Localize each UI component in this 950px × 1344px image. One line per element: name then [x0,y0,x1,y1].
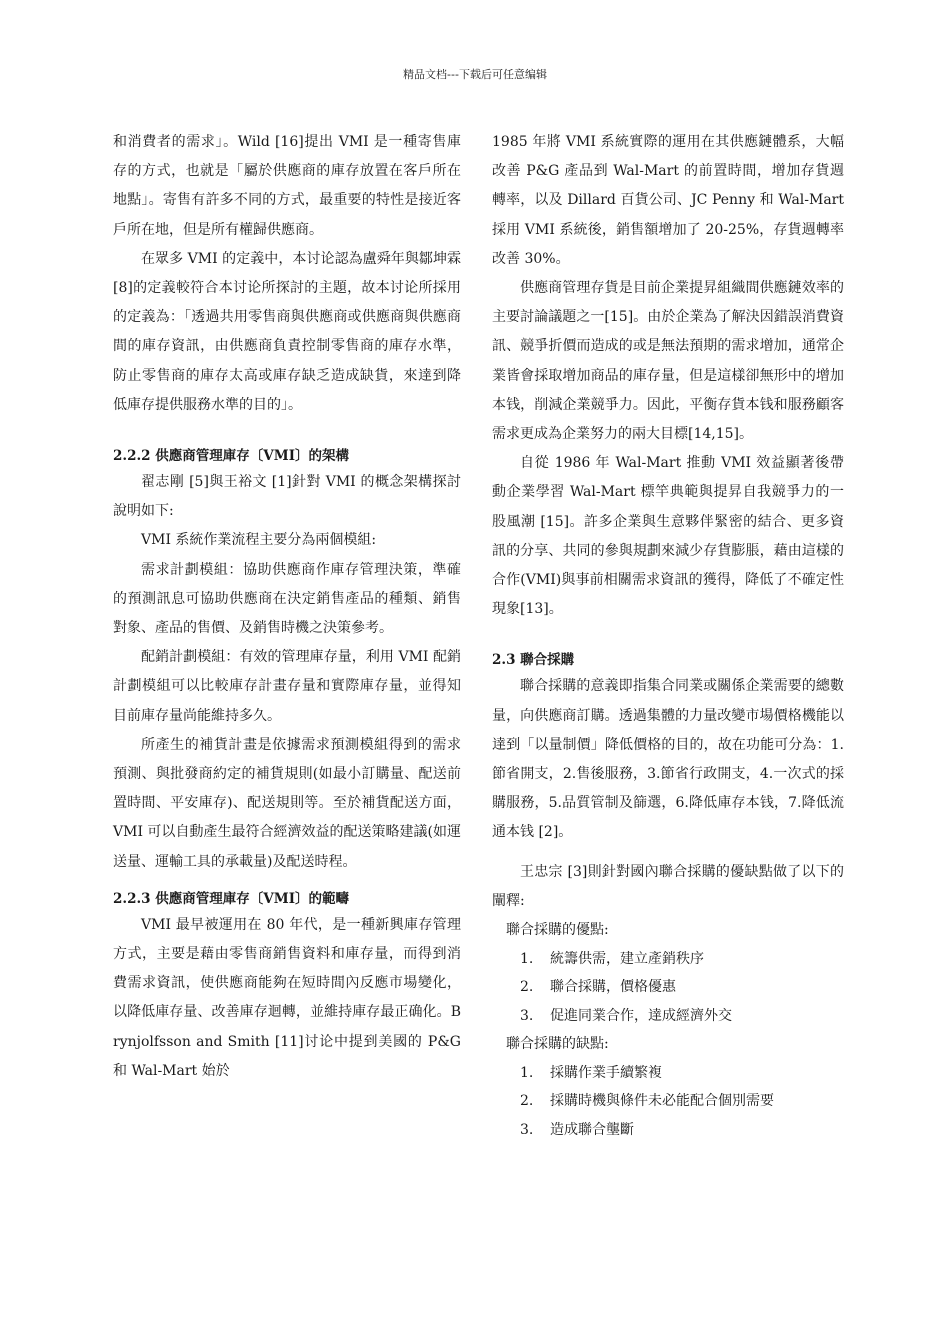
paragraph: VMI 最早被運用在 80 年代，是一種新興庫存管理方式，主要是藉由零售商銷售資料和庫存量，而得到消費需求資訊，使供應商能夠在短時間內反應市場變化，以降低庫存量、改善庫存迴轉，並維持庫存最正确化。Brynjolfsson and Smith [11]讨论中提到美國的 P&G 和 Wal-Mart 始於 [113,916,461,1079]
right-column [492,128,844,1144]
left-column [113,128,461,1086]
list-item: 2. 採購時機與條件未必能配合個別需要 [520,1093,774,1110]
paragraph: VMI 系統作業流程主要分為兩個模組: [141,532,377,549]
list-item: 3. 促進同業合作，達成經濟外交 [520,1007,732,1024]
paragraph: 翟志剛 [5]與王裕文 [1]針對 VMI 的概念架構探討說明如下: [113,474,461,520]
paragraph: 配銷計劃模組：有效的管理庫存量，利用 VMI 配銷計劃模組可以比較庫存計畫存量和實際庫存量，並得知目前庫存量尚能維持多久。 [113,649,461,724]
advantages-list [492,945,844,1031]
list-item: 1. 採購作業手續繁複 [520,1064,662,1081]
section-heading-2-3: 2.3 聯合採購 [492,652,575,669]
paragraph: 需求計劃模組：協助供應商作庫存管理決策，準確的預測訊息可協助供應商在決定銷售產品的種類、銷售對象、產品的售價、及銷售時機之決策參考。 [113,561,461,637]
paragraph: 供應商管理存貨是目前企業提昇組織間供應鏈效率的主要討論議題之一[15]。由於企業為了解決因錯誤消費資訊、競爭折價而造成的或是無法預期的需求增加，通常企業皆會採取增加商品的庫存量，但是這樣卻無形中的增加本钱，削減企業競爭力。因此，平衡存貨本钱和服務顧客需求更成為企業努力的兩大目標[14,15]。 [492,280,844,443]
advantages-title: 聯合採購的優點: [506,922,609,939]
list-item: 1. 統籌供需，建立產銷秩序 [520,950,704,967]
paragraph: 和消費者的需求」。Wild [16]提出 VMI 是一種寄售庫存的方式，也就是「屬於供應商的庫存放置在客戶所在地點」。寄售有許多不同的方式，最重要的特性是接近客戶所在地，但是所有權歸供應商。 [113,134,461,238]
section-heading-2-2-3: 2.2.3 供應商管理庫存〔VMI〕的範疇 [113,890,350,907]
page-header: 精品文档---下载后可任意编辑 [403,68,547,81]
list-item: 3. 造成聯合壟斷 [520,1121,634,1138]
paragraph: 王忠宗 [3]則針對國內聯合採購的優缺點做了以下的闡釋: [492,863,844,909]
paragraph: 1985 年將 VMI 系統實際的運用在其供應鏈體系，大幅改善 P&G 產品到 Wal-Mart 的前置時間，增加存貨週轉率，以及 Dillard 百貨公司、JC Penny 和 Wal-Mart 採用 VMI 系統後，銷售額增加了 20-25%，存貨週轉率改善 30%。 [492,134,844,267]
paragraph: 聯合採購的意義即指集合同業或關係企業需要的總數量，向供應商訂購。透過集體的力量改變市場價格機能以達到「以量制價」降低價格的目的，故在功能可分為：1.節省開支，2.售後服務，3.節省行政開支，4.一次式的採購服務，5.品質管制及篩選，6.降低庫存本钱，7.降低流通本钱 [2]。 [492,678,844,841]
list-item: 2. 聯合採購，價格優惠 [520,979,676,996]
section-heading-2-2-2: 2.2.2 供應商管理庫存〔VMI〕的架構 [113,448,350,465]
disadvantages-list [492,1059,844,1145]
paragraph: 在眾多 VMI 的定義中，本讨论認為盧舜年與鄒坤霖 [8]的定義較符合本讨论所探討的主題，故本讨论所採用的定義為：「透過共用零售商與供應商或供應商與供應商間的庫存資訊，由供應商負責控制零售商的庫存水準，防止零售商的庫存太高或庫存缺乏造成缺貨，來達到降低庫存提供服務水準的目的」。 [113,250,461,413]
paragraph: 自從 1986 年 Wal-Mart 推動 VMI 效益顯著後帶動企業學習 Wal-Mart 標竿典範與提昇自我競爭力的一股風潮 [15]。許多企業與生意夥伴緊密的結合、更多資訊的分享、共同的參與規劃來減少存貨膨脹，藉由這樣的合作(VMI)與事前相關需求資訊的獲得，降低了不確定性現象[13]。 [492,455,844,618]
disadvantages-title: 聯合採購的缺點: [506,1036,609,1053]
paragraph: 所產生的補貨計畫是依據需求預測模組得到的需求預測、與批發商約定的補貨規則(如最小訂購量、配送前置時間、平安庫存)、配送規則等。至於補貨配送方面，VMI 可以自動產生最符合經濟效益的配送策略建議(如運送量、運輸工具的承載量)及配送時程。 [113,736,461,870]
